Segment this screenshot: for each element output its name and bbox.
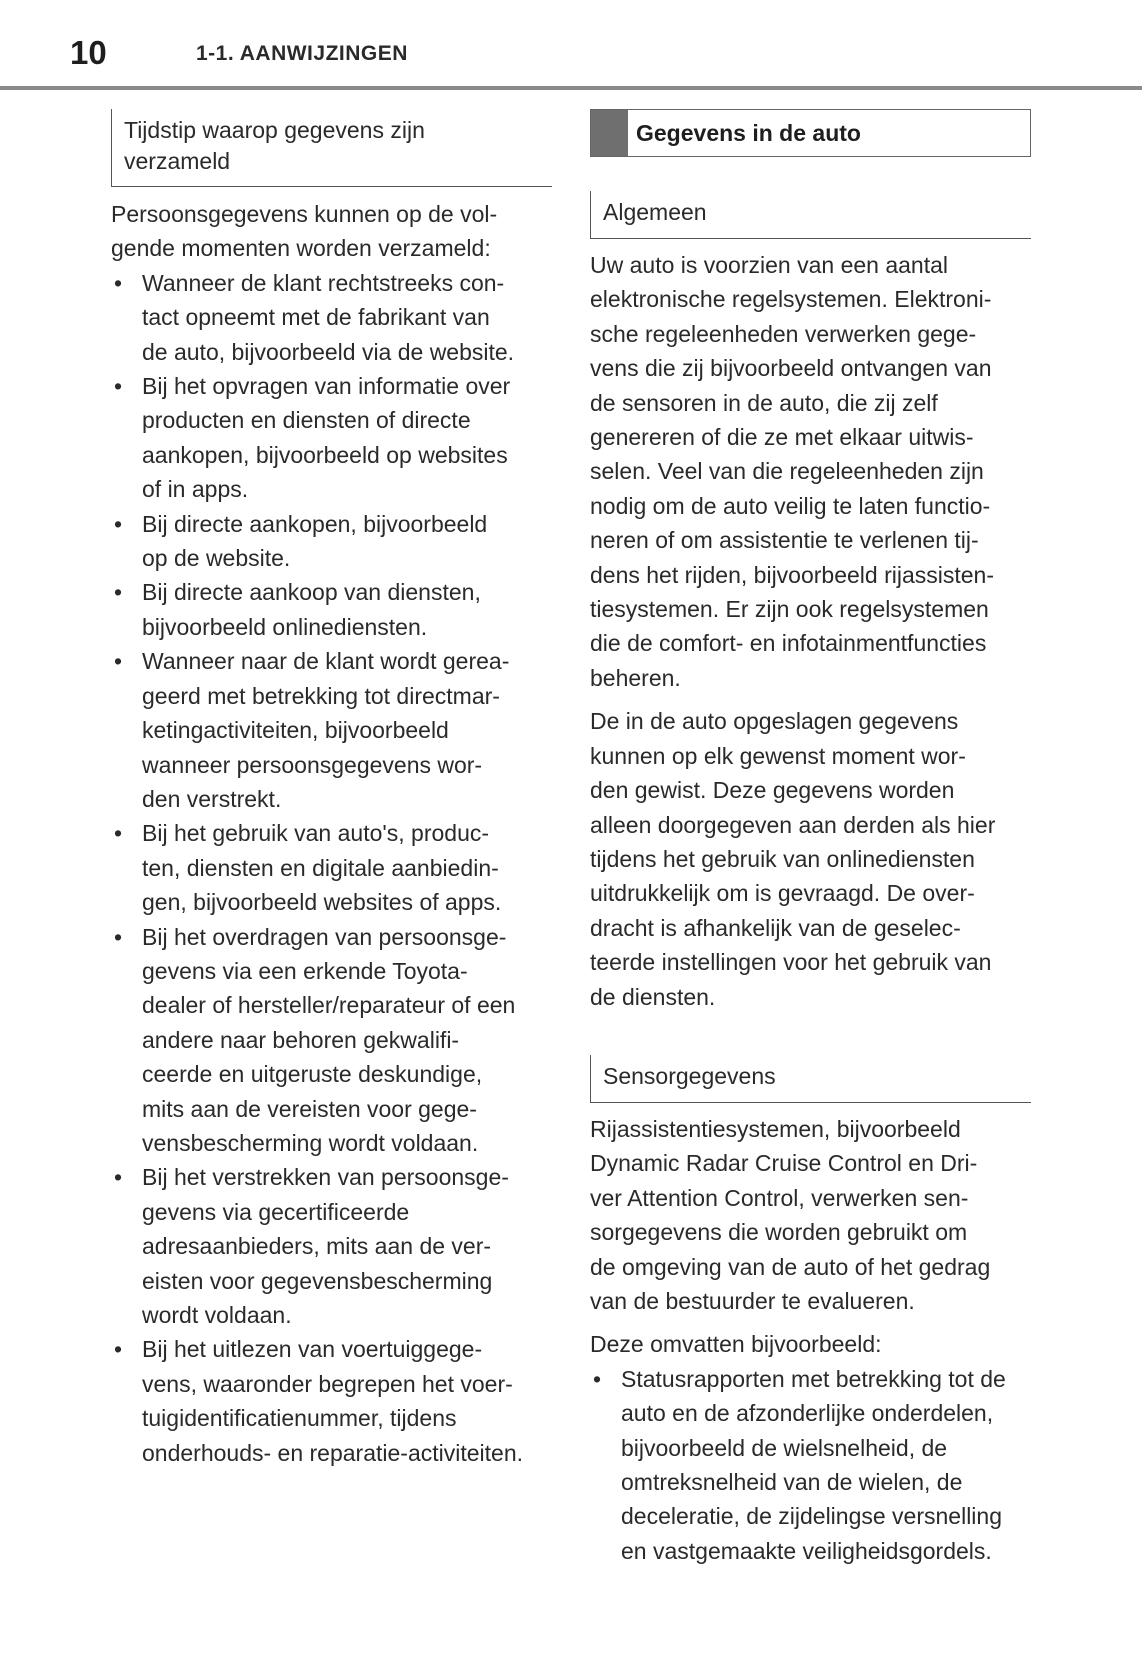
heading-marker (591, 110, 628, 156)
subheading-algemeen: Algemeen (590, 191, 1031, 239)
subheading-sensorgegevens: Sensorgegevens (590, 1055, 1031, 1103)
list-item: • Bij directe aankopen, bijvoorbeeld op de website. (114, 510, 488, 572)
sensor-body (590, 1112, 1040, 1568)
collection-moments-list (111, 266, 561, 1470)
list-item: • Statusrapporten met betrekking tot de auto en de afzonderlijke onderdelen, bijvoorbeeld de wielsnelheid, de omtreksnelheid van de wielen, de deceleratie, de zijdelingse versnelling en vastgemaakte veiligheidsgordels. (593, 1365, 1006, 1564)
intro-paragraph: Persoonsgegevens kunnen op de vol- gende momenten worden verzameld: (111, 201, 498, 262)
list-item: • Bij het verstrekken van persoonsge- gevens via gecertificeerde adresaanbieders, mits aan de ver- eisten voor gegevensbescherming wordt voldaan. (114, 1164, 509, 1328)
chapter-title: 1-1. AANWIJZINGEN (196, 42, 408, 65)
paragraph: Uw auto is voorzien van een aantal elektronische regelsystemen. Elektroni- sche regeleenheden verwerken gege- vens die zij bijvoorbeeld ontvangen van de sensoren in de auto, die zij zelf genereren of die ze met elkaar uitwis- selen. Veel van die regeleenheden zijn nodig om de auto veilig te laten functio- neren of om assistentie te verlenen tij- dens het rijden, bijvoorbeeld rijassisten- tiesystemen. Er zijn ook regelsystemen die de comfort- en infotainmentfuncties beheren. (590, 252, 994, 691)
paragraph: Deze omvatten bijvoorbeeld: (590, 1331, 882, 1358)
subheading-tijdstip (111, 109, 552, 187)
header-divider (0, 86, 1142, 90)
algemeen-body (590, 248, 1040, 1014)
subheading-line: Tijdstip waarop gegevens zijn (124, 117, 425, 143)
list-item: • Bij directe aankoop van diensten, bijvoorbeeld onlinediensten. (114, 579, 481, 640)
page-header (0, 0, 1142, 92)
subheading-line: verzameld (124, 148, 231, 174)
list-item: • Bij het uitlezen van voertuiggege- vens, waaronder begrepen het voer- tuigidentificatienummer, tijdens onderhouds- en reparatie-activiteiten. (114, 1336, 524, 1466)
left-body (111, 197, 561, 1470)
list-item: • Bij het opvragen van informatie over producten en diensten of directe aankopen, bijvoorbeeld op websites of in apps. (114, 373, 511, 503)
list-item: • Bij het overdragen van persoonsge- gevens via een erkende Toyota- dealer of hersteller/reparateur of een andere naar behoren gekwalifi- ceerde en uitgeruste deskundige, mits aan de vereisten voor gege- vensbescherming wordt voldaan. (114, 923, 516, 1156)
paragraph: Rijassistentiesystemen, bijvoorbeeld Dynamic Radar Cruise Control en Dri- ver Attention Control, verwerken sen- sorgegevens die worden gebruikt om de omgeving van de auto of het gedrag van de bestuurder te evalueren. (590, 1116, 991, 1315)
paragraph: De in de auto opgeslagen gegevens kunnen op elk gewenst moment wor- den gewist. Deze gegevens worden alleen doorgegeven aan derden als hier tijdens het gebruik van onlinediensten uitdrukkelijk om is gevraagd. De over- dracht is afhankelijk van de geselec- teerde instellingen voor het gebruik van de diensten. (590, 708, 996, 1010)
page-number: 10 (70, 34, 107, 71)
sensor-list (590, 1362, 1040, 1568)
list-item: • Bij het gebruik van auto's, produc- ten, diensten en digitale aanbiedin- gen, bijvoorbeeld websites of apps. (114, 820, 502, 916)
section-heading-gegevens (590, 109, 1031, 157)
section-title: Gegevens in de auto (636, 119, 861, 146)
list-item: • Wanneer naar de klant wordt gerea- geerd met betrekking tot directmar- ketingactiviteiten, bijvoorbeeld wanneer persoonsgegevens wor- den verstrekt. (114, 648, 510, 812)
list-item: • Wanneer de klant rechtstreeks con- tact opneemt met de fabrikant van de auto, bijvoorbeeld via de website. (114, 269, 515, 365)
